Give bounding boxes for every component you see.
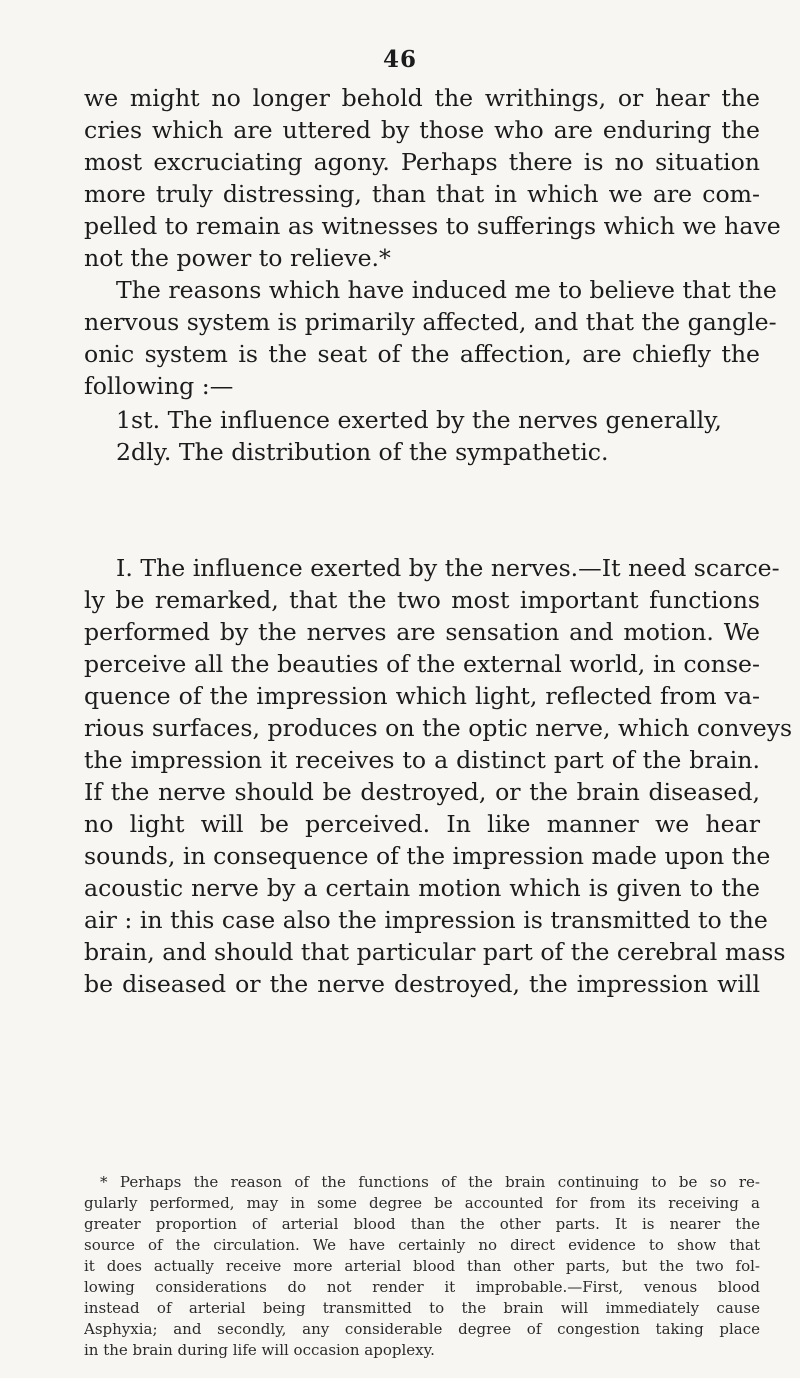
text-line: not the power to relieve.*: [84, 244, 391, 272]
text-line: The reasons which have induced me to believe that the: [116, 276, 777, 304]
text-line: more truly distressing, than that in which we are com-: [84, 180, 760, 208]
footnote-line: * Perhaps the reason of the functions of the brain continuing to be so re-: [100, 1173, 760, 1191]
text-line: rious surfaces, produces on the optic nerve, which conveys: [84, 714, 793, 742]
section-heading-line: I. The influence exerted by the nerves.—It need scarce-: [116, 554, 780, 582]
footnote-line: gularly performed, may in some degree be accounted for from its receiving a: [84, 1194, 760, 1212]
text-line: no light will be perceived. In like manner we hear: [84, 810, 760, 838]
text-line: air : in this case also the impression is transmitted to the: [84, 906, 768, 934]
text-line: onic system is the seat of the affection, are chiefly the: [84, 340, 760, 368]
text-line: most excruciating agony. Perhaps there is no situation: [84, 148, 760, 176]
text-line: cries which are uttered by those who are enduring the: [84, 116, 760, 144]
text-line: following :—: [84, 372, 234, 400]
text-line: nervous system is primarily affected, and that the gangle-: [84, 308, 777, 336]
footnote-line: it does actually receive more arterial blood than other parts, but the two fol-: [84, 1257, 760, 1275]
text-line: quence of the impression which light, reflected from va-: [84, 682, 760, 710]
list-item-first: 1st. The influence exerted by the nerves generally,: [116, 406, 722, 434]
text-line: the impression it receives to a distinct part of the brain.: [84, 746, 760, 774]
footnote: [84, 1172, 760, 1361]
text-line: we might no longer behold the writhings, or hear the: [84, 84, 760, 112]
footnote-line: Asphyxia; and secondly, any considerable degree of congestion taking place: [84, 1320, 760, 1338]
text-line: be diseased or the nerve destroyed, the impression will: [84, 970, 760, 998]
footnote-line: instead of arterial being transmitted to the brain will immediately cause: [84, 1299, 760, 1317]
footnote-line: lowing considerations do not render it improbable.—First, venous blood: [84, 1278, 760, 1296]
text-line: If the nerve should be destroyed, or the brain diseased,: [84, 778, 760, 806]
text-line: pelled to remain as witnesses to sufferings which we have: [84, 212, 781, 240]
page-number: 46: [382, 46, 417, 73]
footnote-line: in the brain during life will occasion apoplexy.: [84, 1341, 435, 1359]
text-line: acoustic nerve by a certain motion which is given to the: [84, 874, 760, 902]
text-line: sounds, in consequence of the impression made upon the: [84, 842, 771, 870]
text-line: performed by the nerves are sensation and motion. We: [84, 618, 760, 646]
text-line: perceive all the beauties of the external world, in conse-: [84, 650, 760, 678]
list-item-second: 2dly. The distribution of the sympathetic.: [116, 438, 609, 466]
section-influence-of-nerves: [84, 552, 793, 1000]
footnote-line: source of the circulation. We have certainly no direct evidence to show that: [84, 1236, 760, 1254]
paragraph-writhings: [84, 82, 781, 402]
text-line: ly be remarked, that the two most important functions: [84, 586, 760, 614]
footnote-line: greater proportion of arterial blood than the other parts. It is nearer the: [84, 1215, 760, 1233]
text-line: brain, and should that particular part of the cerebral mass: [84, 938, 786, 966]
